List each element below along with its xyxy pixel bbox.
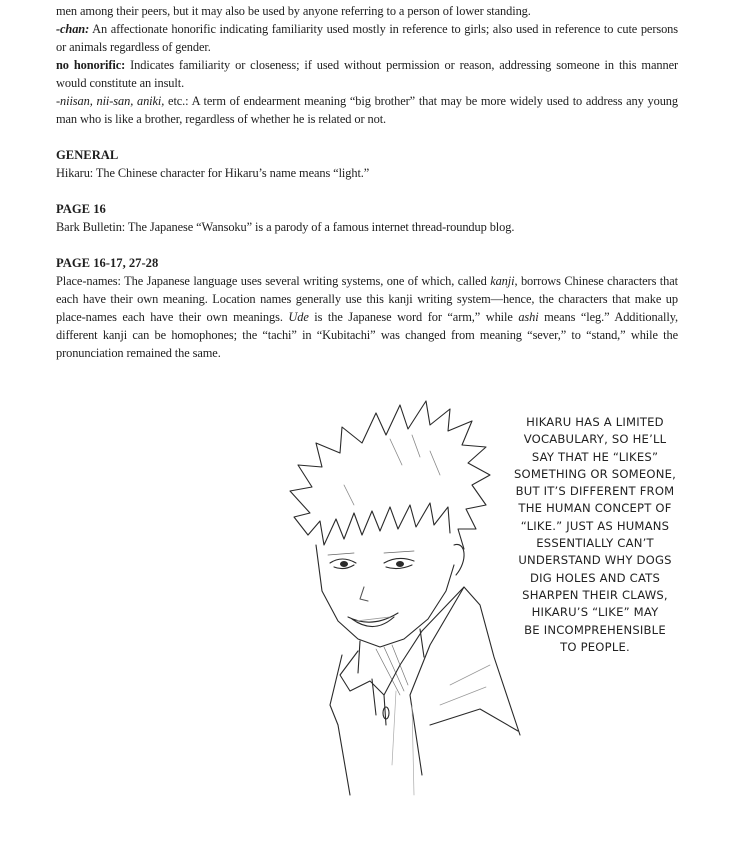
caption-line: ESSENTIALLY CAN’T	[536, 536, 654, 551]
caption-line: THE HUMAN CONCEPT OF	[518, 501, 672, 516]
caption-line: BE INCOMPREHENSIBLE	[524, 622, 666, 637]
section-text: Hikaru: The Chinese character for Hikaru’s name means “light.”	[56, 166, 370, 180]
glossary-entry-chan	[56, 20, 678, 56]
caption-line: SAY THAT HE “LIKES”	[531, 449, 659, 464]
caption-line: HIKARU’S “LIKE” MAY	[531, 605, 659, 620]
glossary-continuation: men among their peers, but it may also be used by anyone referring to a person of lower standing.	[56, 4, 531, 18]
text-run: means “leg.” Additionally, different kanji can be homophones; the “tachi” in “Kubitachi” was changed from meaning “sever,” to “stand,” while the pronunciation remained the same.	[56, 310, 678, 360]
caption-line: SHARPEN THEIR CLAWS,	[522, 587, 668, 602]
illustration-caption	[503, 414, 687, 656]
glossary-definition: An affectionate honorific indicating familiarity used mostly in reference to girls; also used in reference to cute persons or animals regardless of gender.	[56, 22, 678, 54]
glossary-entry-no-honorific	[56, 56, 678, 92]
text-run: Place-names: The Japanese language uses several writing systems, one of which, called	[56, 274, 491, 288]
caption-line: DIG HOLES AND CATS	[529, 570, 661, 585]
text-run: , borrows Chinese characters that each have their own meaning. Location names generally use this kanji writing system—hence, the characters that make up place-names each have their own meanings.	[56, 274, 678, 324]
caption-line: SOMETHING OR SOMEONE,	[513, 466, 677, 481]
caption-line: BUT IT’S DIFFERENT FROM	[515, 484, 675, 499]
caption-line: UNDERSTAND WHY DOGS	[518, 553, 672, 568]
section-page-16	[56, 200, 678, 236]
text-run: is the Japanese word for “arm,” while	[308, 310, 519, 324]
glossary-definition: etc.: A term of endearment meaning “big brother” that may be more widely used to address any young man who is like a brother, regardless of whether he is related or not.	[56, 94, 678, 126]
glossary-definition: Indicates familiarity or closeness; if used without permission or reason, addressing someone in this manner would constitute an insult.	[56, 58, 678, 90]
glossary-term: -chan:	[56, 22, 90, 36]
caption-line: VOCABULARY, SO HE’LL	[523, 432, 667, 447]
glossary-entry-niisan	[56, 92, 678, 128]
italic-term: kanji	[490, 274, 515, 288]
section-page-16-17-27-28	[56, 254, 678, 362]
section-heading: PAGE 16-17, 27-28	[56, 256, 159, 270]
section-heading: GENERAL	[56, 148, 119, 162]
section-heading: PAGE 16	[56, 202, 106, 216]
italic-term: ashi	[518, 310, 539, 324]
caption-line: TO PEOPLE.	[560, 639, 630, 654]
section-text	[56, 272, 678, 362]
notes-page	[56, 0, 678, 362]
glossary-term: no honorific:	[56, 58, 126, 72]
section-text: Bark Bulletin: The Japanese “Wansoku” is a parody of a famous internet thread-roundup blog.	[56, 220, 515, 234]
caption-line: “LIKE.” JUST AS HUMANS	[520, 518, 670, 533]
section-general	[56, 146, 678, 182]
caption-line: HIKARU HAS A LIMITED	[526, 415, 664, 429]
italic-term: Ude	[288, 310, 309, 324]
glossary-term: -niisan, nii-san, aniki,	[56, 94, 165, 108]
